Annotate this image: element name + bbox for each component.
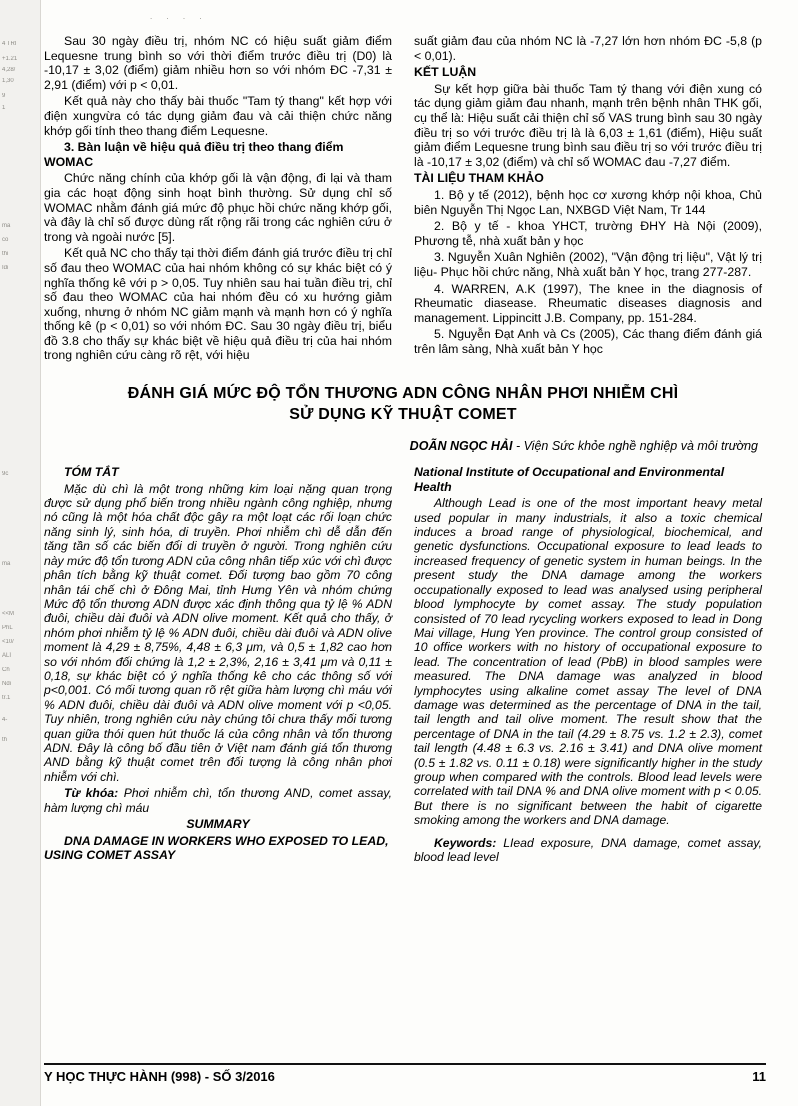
author-affiliation: - Viện Sức khỏe nghề nghiệp và môi trường bbox=[515, 439, 758, 454]
keywords-text-vi: Phơi nhiễm chì, tổn thương AND, comet assay, hàm lượng chì máu bbox=[44, 786, 392, 815]
scan-noise-line: th bbox=[2, 737, 8, 743]
keywords-vi bbox=[44, 786, 392, 815]
summary-heading: SUMMARY bbox=[186, 817, 250, 831]
scan-noise-line: thi bbox=[2, 251, 9, 257]
scan-noise-line: +1.21 bbox=[2, 56, 18, 62]
left-column bbox=[44, 34, 392, 365]
scan-noise-line: ma bbox=[2, 223, 11, 229]
scan-top-dots: . . . . bbox=[150, 12, 208, 21]
paragraph: Kết quả NC cho thấy tại thời điểm đánh giá trước điều trị chỉ số đau theo WOMAC của hai nhóm không có sự khác biệt có ý nghĩa thống kê với p > 0,05. Tuy nhiên sau hai tuần điều trị, chỉ số đau theo WOMAC của hai nhóm đều có xu hướng giảm xuống, nhưng ở nhóm NC giảm mạnh và mạnh hơn có ý nghĩa thống kê (p < 0,01) so với nhóm ĐC. Sau 30 ngày điều trị, biểu đồ 3.8 cho thấy sự khác biệt về hiệu quả điều trị của hai nhóm trong nghiên cứu càng rõ rệt, với hiệu bbox=[44, 246, 392, 363]
right-column bbox=[414, 34, 762, 365]
document-body bbox=[44, 34, 762, 1064]
scan-noise-line: ma bbox=[2, 561, 11, 567]
reference-item: 5. Nguyễn Đạt Anh và Cs (2005), Các thang điểm đánh giá trên lâm sàng, Nhà xuất bản Y học bbox=[414, 327, 762, 356]
paragraph-continuation: suất giảm đau của nhóm NC là -7,27 lớn hơn nhóm ĐC -5,8 (p < 0,01). bbox=[414, 34, 762, 63]
article-author-line bbox=[44, 439, 762, 453]
abstract-english bbox=[414, 465, 762, 866]
scan-noise-line: 4 TRI bbox=[2, 41, 17, 47]
scan-noise-line: 9c bbox=[2, 471, 9, 477]
footer-page-number: 11 bbox=[752, 1069, 766, 1084]
reference-item: 2. Bộ y tế - khoa YHCT, trường ĐHY Hà Nội (2009), Phương tễ, nhà xuất bản y học bbox=[414, 219, 762, 248]
section-heading-womac: 3. Bàn luận về hiệu quả điều trị theo thang điểm WOMAC bbox=[44, 140, 344, 169]
reference-item: 4. WARREN, A.K (1997), The knee in the diagnosis of Rheumatic diasease. Rheumatic diseases diagnosis and management. Lippincitt J.B. Company, pp. 151-284. bbox=[414, 281, 762, 325]
affiliation-en: National Institute of Occupational and Environmental Health bbox=[414, 465, 725, 494]
section-heading-conclusion: KẾT LUẬN bbox=[414, 65, 477, 80]
paragraph: Sự kết hợp giữa bài thuốc Tam tý thang với điện xung có tác dụng giảm giảm đau nhanh, mạnh trên bệnh nhân THK gối, cụ thể là: Hiệu suất cải thiện chỉ số VAS trung bình sau 30 ngày điều trị so với trước điều trị là là 6,03 ± 1,61 (điểm), Hiệu suất giảm điểm Lequesne trung bình sau điều trị so với trước điều trị là -10,17 ± 3,02 (điểm) và chỉ số WOMAC đau -7,27 điểm. bbox=[414, 81, 762, 169]
scan-noise-line: Ndi bbox=[2, 681, 12, 687]
scan-noise-line: Ch bbox=[2, 667, 10, 673]
scan-noise-line: tr.1 bbox=[2, 695, 11, 701]
section-heading-references: TÀI LIỆU THAM KHẢO bbox=[414, 171, 544, 186]
keywords-en bbox=[414, 836, 762, 865]
scan-noise-line: 4,28/ bbox=[2, 67, 16, 73]
abstract-vietnamese bbox=[44, 465, 392, 866]
abstract-section bbox=[44, 465, 762, 866]
paragraph: Chức năng chính của khớp gối là vận động, đi lại và tham gia các hoạt động sinh hoạt bình thường. Sử dụng chỉ số WOMAC nhằm đánh giá mức độ phục hồi chức năng khớp gối, và đây là chỉ số được dùng rất rộng rãi trong các nghiên cứu ở trong và ngoài nước [5]. bbox=[44, 171, 392, 244]
author-name: DOÃN NGỌC HẢI bbox=[409, 439, 513, 454]
abstract-body-en: Although Lead is one of the most important heavy metal used popular in many industrials, it also a toxic chemical induces a broad range of physiological, biochemical, and genetic dysfunctions. Occupational exposure to lead leads to increased frequency of genetic system in human beings. In the present study the DNA damage among the workers occupationally exposed to lead was analysed using peripheral blood lymphocyte by comet assay. The study population consisted of 70 lead rycycling workers exposed to lead in Dong Mai village, Hung Yen province. The control group consisted of 10 office workers with no history of occupational exposure to lead. The concentration of lead (PbB) in blood samples were measured. The DNA damage was analyzed in blood lymphocytes using alkaline comet assay The level of DNA damage was determined as the percentage of DNA in the tail, tail length and tail olive moment. The result show that the percentage of DNA in the tail (4.29 ± 8.75 vs. 1.2 ± 2.3), comet tail length (4.48 ± 6.3 vs. 2.16 ± 3.41) and DNA olive moment (0.5 ± 1.82 vs. 0.11 ± 0.18) were significantly higher in the study group when compared with the controls. Blood lead levels were correlated with tail DNA % and DNA olive moment with p < 0.05. But there is no significant between the habit of cigarette smoking among the workers and DNA damage. bbox=[414, 496, 762, 828]
reference-item: 3. Nguyễn Xuân Nghiên (2002), "Vận động trị liệu", Vật lý trị liệu- Phục hồi chức năng, Nhà xuất bản Y học, trang 277-287. bbox=[414, 250, 762, 279]
scan-noise-line: 4- bbox=[2, 717, 8, 723]
article-title-line-1: ĐÁNH GIÁ MỨC ĐỘ TỔN THƯƠNG ADN CÔNG NHÂN PHƠI NHIỄM CHÌ bbox=[127, 385, 679, 403]
keywords-label-en: Keywords: bbox=[434, 835, 497, 850]
scan-noise-line: co bbox=[2, 237, 9, 243]
keywords-label-vi: Từ khóa: bbox=[64, 786, 119, 801]
footer-journal-title: Y HỌC THỰC HÀNH (998) - SỐ 3/2016 bbox=[44, 1069, 275, 1084]
page-footer bbox=[44, 1063, 766, 1084]
scan-left-margin-artifact bbox=[0, 0, 41, 1106]
keywords-text-en: LIead exposure, DNA damage, comet assay, blood lead level bbox=[414, 835, 763, 864]
top-two-column-section bbox=[44, 34, 762, 365]
article-title-line-2: SỬ DỤNG KỸ THUẬT COMET bbox=[289, 406, 517, 424]
scan-noise-line: PhL bbox=[2, 625, 13, 631]
summary-title: DNA DAMAGE IN WORKERS WHO EXPOSED TO LEAD, USING COMET ASSAY bbox=[44, 833, 389, 863]
scan-noise-line: <<M bbox=[2, 611, 15, 617]
scan-noise-line: ALÍ bbox=[2, 653, 12, 659]
scan-noise-line: 1 bbox=[2, 105, 6, 111]
abstract-body-vi: Mặc dù chì là một trong những kim loại nặng quan trọng được sử dụng phổ biến trong nhiều ngành công nghiệp, nhưng nó cũng là một hóa chất độc gây ra một loạt các rối loạn chức năng sinh lý, sinh hóa, di truyền. Phơi nhiễm chì dễ dẫn đến tăng tần số các biến đổi di truyền ở người. Trong nghiên cứu này mức độ tổn tương ADN của công nhân tiếp xúc với chì được phân tích bằng kỹ thuật comet. Đối tượng bao gồm 70 công nhân tái chế chì ở Đông Mai, tỉnh Hưng Yên và nhóm chứng Mức độ tổn thương ADN được xác định thông qua tỷ lệ % ADN đuôi, chiều dài đuôi và ADN olive moment. Kết quả cho thấy, ở nhóm phơi nhiễm tỷ lệ % ADN đuôi, chiều dài đuôi và ADN olive moment là 4,29 ± 8,75%, 4,48 ± 6,3 μm, và 0,5 ± 1,82 cao hơn so với nhóm đối chứng là 1,2 ± 2,3%, 2,16 ± 3,41 μm và 0,11 ± 0,18, sự khác biệt có ý nghĩa thống kê cho các thông số với p<0,001. Có mối tương quan rõ rệt giữa hàm lượng chì máu với % ADN đuôi, chiều dài đuôi và ADN olive moment với p <0,05. Tuy nhiên, trong nghiên cứu này chúng tôi chưa thấy mối tương quan giữa thói quen hút thuốc lá của công nhân và tổn thương ADN. Đây là công bố đầu tiên ở Việt nam đánh giá tổn thương AND bằng kỹ thuật comet trên đối tượng là công nhân phơi nhiễm với chì. bbox=[44, 481, 392, 784]
scan-noise-line: Idi bbox=[2, 265, 9, 271]
scan-noise-line: 1,30 bbox=[2, 78, 14, 84]
article-title-block bbox=[44, 383, 762, 425]
paragraph: Sau 30 ngày điều trị, nhóm NC có hiệu suất giảm điểm Lequesne trung bình so với thời điểm trước điều trị (D0) là -10,17 ± 3,02 (điểm) giảm nhiều hơn so với nhóm ĐC -7,31 ± 2,91 (điểm) với p < 0,01. bbox=[44, 34, 392, 92]
scan-noise-line: 9 bbox=[2, 93, 6, 99]
paragraph: Kết quả này cho thấy bài thuốc "Tam tý thang" kết hợp với điện xungvừa có tác dụng giảm đau và cải thiện chức năng khớp gối tính theo thang điểm Lequesne. bbox=[44, 94, 392, 138]
reference-item: 1. Bộ y tế (2012), bệnh học cơ xương khớp nội khoa, Chủ biên Nguyễn Thị Ngọc Lan, NXBGD Việt Nam, Tr 144 bbox=[414, 187, 762, 217]
abstract-heading-vi: TÓM TẮT bbox=[64, 465, 119, 480]
scan-noise-line: <10/ bbox=[2, 639, 14, 645]
